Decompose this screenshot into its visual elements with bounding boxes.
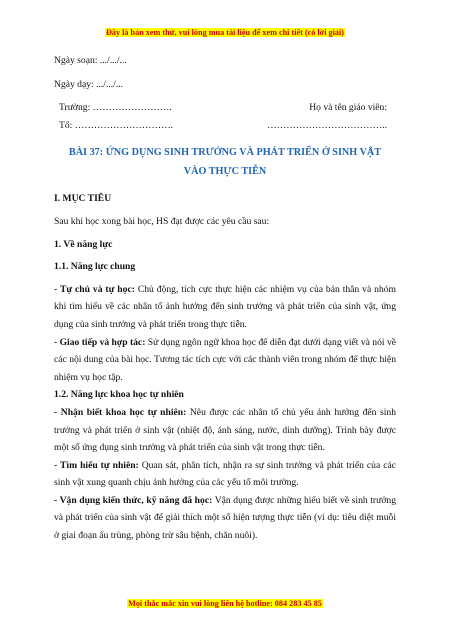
- item-lead: - Tìm hiểu tự nhiên:: [54, 459, 139, 471]
- science-item-recognition: [54, 404, 396, 457]
- item-lead: - Tự chủ và tự học:: [54, 283, 135, 295]
- item-text: Quan sát, phân tích, nhận ra sự sinh trưởng và phát triển của các sinh vật xung quanh chịu ảnh hưởng của các yếu tố môi trường.: [54, 459, 397, 489]
- school-teacher-row: [54, 99, 396, 117]
- teach-date: Ngày dạy: .../.../...: [54, 78, 124, 90]
- general-item-self-study: [54, 281, 396, 334]
- preview-notice-banner: [0, 27, 450, 39]
- science-competency-heading: 1.2. Năng lực khoa học tự nhiên: [54, 389, 184, 401]
- lesson-title: [54, 143, 396, 181]
- hotline-banner: [0, 598, 450, 610]
- group-row: [54, 117, 396, 135]
- science-item-application: [54, 492, 396, 545]
- lesson-plan-document: [54, 52, 396, 545]
- teacher-name-dots: ………………………………..: [267, 119, 387, 131]
- objectives-intro: Sau khi học xong bài học, HS đạt được các yêu cầu sau:: [54, 215, 270, 227]
- item-text: Sử dụng ngôn ngữ khoa học để diễn đạt dưới dạng viết và nói về các nội dung của bài học. Tương tác tích cực với các thành viên trong nhóm để thực hiện nhiệm vụ học tập.: [54, 336, 397, 383]
- item-lead: - Vận dụng kiến thức, kỹ năng đã học:: [54, 494, 213, 506]
- item-text: Nêu được các nhân tố chủ yếu ảnh hưởng đến sinh trưởng và phát triển ở sinh vật (nhiệt độ, ánh sáng, nước, dinh dưỡng). Trình bày được một số ứng dụng sinh trưởng và phát triển của sinh vật trong thực tiễn.: [54, 406, 396, 454]
- general-item-communication: [54, 334, 396, 387]
- teacher-field: Họ và tên giáo viên:: [309, 102, 387, 114]
- item-text: Chủ động, tích cực thực hiện các nhiệm vụ của bản thân và nhóm khi tìm hiểu về các nhân tố ảnh hưởng đến sinh trưởng và phát triển của sinh vật, ứng dụng của sinh trưởng và phát triển trong thực tiễn.: [54, 283, 397, 330]
- lesson-title-line1: BÀI 37: ỨNG DỤNG SINH TRƯỞNG VÀ PHÁT TRIỂN Ở SINH VẬT: [68, 147, 382, 159]
- competency-heading: 1. Về năng lực: [54, 238, 113, 250]
- hotline-text: Mọi thắc mắc xin vui lòng liên hệ hotline: 084 283 45 85: [128, 599, 322, 608]
- prep-date: Ngày soạn: .../.../...: [54, 55, 127, 66]
- school-field: Trường: …………………….: [59, 102, 172, 114]
- item-text: Vận dụng được những hiểu biết về sinh trưởng và phát triển của sinh vật để giải thích một số hiện tượng thực tiễn (ví dụ: tiêu diệt muỗi ở giai đoạn ấu trùng, phòng trừ sâu bệnh, chăn nuôi).: [54, 494, 396, 542]
- general-competency-heading: 1.1. Năng lực chung: [54, 261, 136, 273]
- lesson-title-line2: VÀO THỰC TIỄN: [183, 166, 267, 178]
- group-field: Tổ: ………………………….: [59, 119, 174, 131]
- science-item-exploration: [54, 457, 396, 492]
- item-lead: - Nhận biết khoa học tự nhiên:: [54, 406, 187, 418]
- item-lead: - Giao tiếp và hợp tác:: [54, 336, 146, 348]
- preview-notice-text: Đây là bản xem thử, vui lòng mua tài liệu để xem chi tiết (có lời giải): [105, 28, 344, 37]
- section-objectives-heading: I. MỤC TIÊU: [54, 193, 112, 205]
